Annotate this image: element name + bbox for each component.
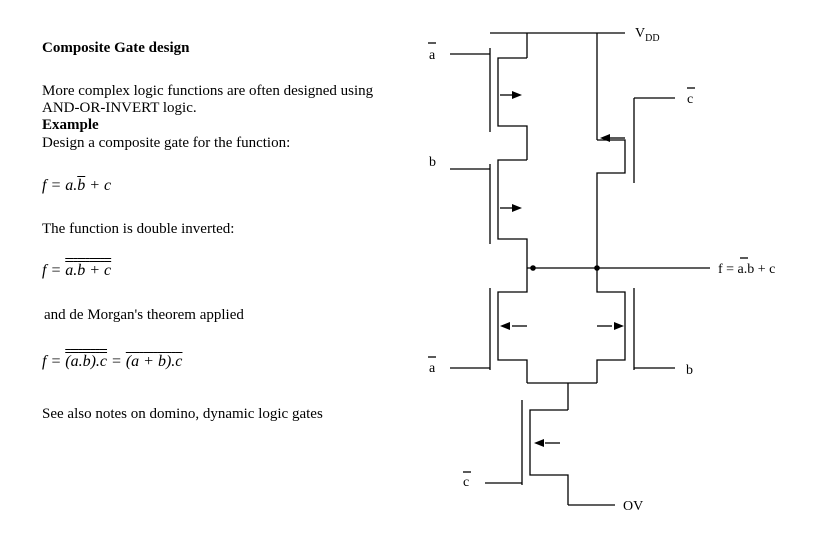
input-b-bottom-label: b — [686, 363, 693, 378]
input-b-top-label: b — [429, 155, 436, 170]
nmos-c-channel — [530, 410, 568, 505]
equation-1: $f = a.\overline{b} + c$ — [42, 177, 112, 194]
output-junction-left — [530, 265, 536, 271]
vdd-label: $V_{DD}$ — [635, 26, 660, 44]
see-also-text: See also notes on domino, dynamic logic gates — [42, 406, 323, 422]
equation-3: f = (a.b).c = (a + b).c — [42, 353, 183, 370]
nmos-a-arrow-head — [500, 322, 510, 330]
intro-line-2: AND-OR-INVERT logic. — [42, 100, 197, 116]
input-a-bottom-label: a — [429, 361, 436, 376]
pmos-b-arrow-head — [512, 204, 522, 212]
pmos-a-arrow-head — [512, 91, 522, 99]
example-heading: Example — [42, 117, 99, 133]
output-junction-right — [594, 265, 600, 271]
ground-label: OV — [623, 499, 644, 514]
double-inverted-text: The function is double inverted: — [42, 221, 235, 237]
pmos-b-channel — [498, 160, 527, 268]
equation-2: f = a.b + c — [42, 262, 112, 279]
de-morgan-text: and de Morgan's theorem applied — [44, 307, 244, 323]
output-label: f = a.b + c — [718, 262, 776, 277]
input-a-top-label: a — [429, 48, 436, 63]
pmos-c-arrow-head — [600, 134, 610, 142]
intro-line-1: More complex logic functions are often designed using — [42, 83, 374, 99]
nmos-c-arrow-head — [534, 439, 544, 447]
input-c-bottom-label: c — [463, 475, 470, 490]
pmos-c-channel — [597, 140, 625, 268]
nmos-b-arrow-head — [614, 322, 624, 330]
example-text: Design a composite gate for the function: — [42, 135, 291, 151]
page-title: Composite Gate design — [42, 40, 190, 56]
input-c-top-label: c — [687, 92, 694, 107]
pmos-a-channel — [498, 58, 527, 160]
